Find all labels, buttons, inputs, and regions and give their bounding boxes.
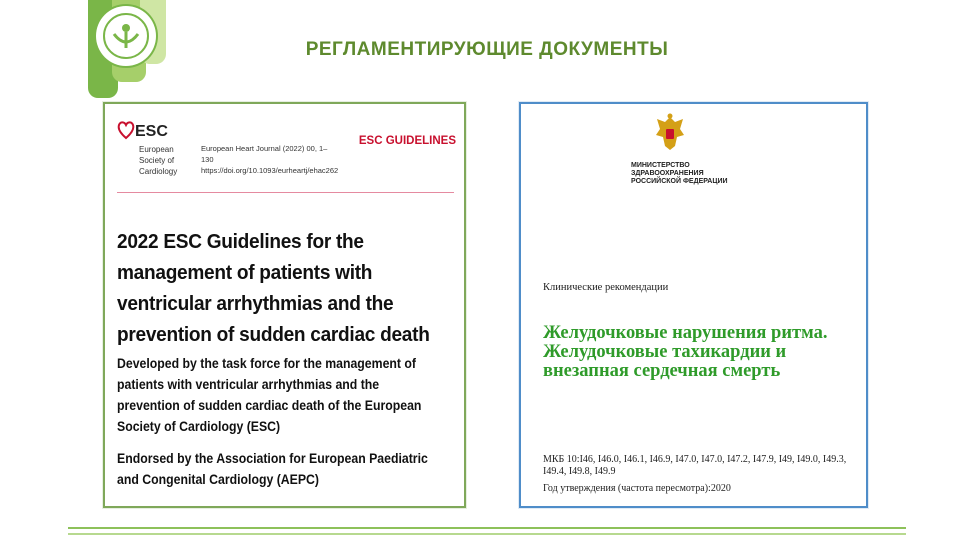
document-title: Желудочковые нарушения ритма. Желудочковые тахикардии и внезапная сердечная смерть bbox=[543, 323, 828, 381]
approval-year: Год утверждения (частота пересмотра):2020 bbox=[543, 483, 731, 494]
esc-logo-name: ESC bbox=[135, 123, 168, 140]
russian-clinical-guidelines-document bbox=[519, 102, 868, 508]
ministry-name bbox=[631, 162, 728, 186]
page-title: РЕГЛАМЕНТИРУЮЩИЕ ДОКУМЕНТЫ bbox=[305, 39, 669, 60]
esc-guidelines-tag: ESC GUIDELINES bbox=[358, 135, 456, 147]
journal-line: European Heart Journal (2022) 00, 1–130 bbox=[201, 144, 328, 164]
heart-icon bbox=[117, 120, 135, 140]
document-headline: 2022 ESC Guidelines for the management of patients with ventricular arrhythmias and the prevention of sudden cardiac death bbox=[117, 230, 430, 346]
esc-guidelines-document bbox=[103, 102, 466, 508]
footer-divider bbox=[68, 527, 906, 529]
icd-codes: МКБ 10:I46, I46.0, I46.1, I46.9, I47.0, I47.0, I47.2, I47.9, I49, I49.0, I49.3, I49.4, I49.8, I49.9 bbox=[543, 454, 847, 477]
endorsed-by-text: Endorsed by the Association for European Paediatric and Congenital Cardiology (AEPC) bbox=[117, 451, 428, 487]
divider bbox=[117, 192, 454, 193]
esc-logo-subtitle: European Society of Cardiology bbox=[139, 145, 178, 176]
journal-citation bbox=[201, 143, 339, 176]
document-kind: Клинические рекомендации bbox=[543, 282, 669, 293]
doi-link[interactable]: https://doi.org/10.1093/eurheartj/ehac262 bbox=[201, 166, 339, 175]
ministry-line: РОССИЙСКОЙ ФЕДЕРАЦИИ bbox=[631, 178, 728, 185]
ministry-line: МИНИСТЕРСТВО bbox=[631, 162, 690, 169]
esc-logo bbox=[117, 120, 187, 182]
developed-by-text: Developed by the task force for the management of patients with ventricular arrhythmias and the prevention of sudden cardiac death of the European Society of Cardiology (ESC) bbox=[117, 356, 422, 434]
coat-of-arms-icon bbox=[653, 113, 687, 153]
footer-divider bbox=[68, 533, 906, 535]
ministry-line: ЗДРАВООХРАНЕНИЯ bbox=[631, 170, 704, 177]
